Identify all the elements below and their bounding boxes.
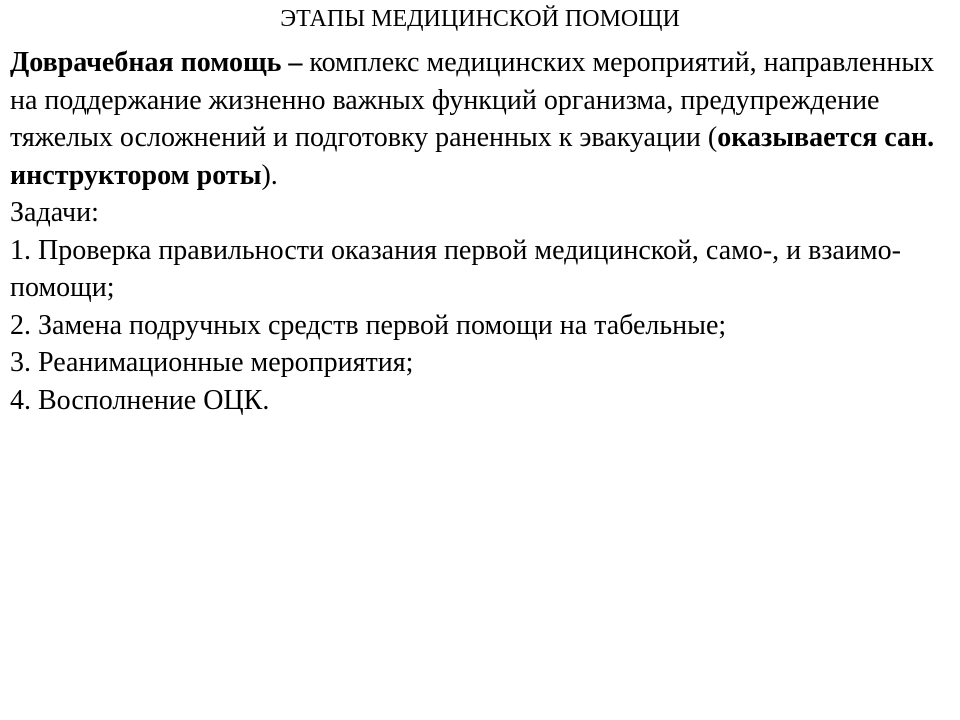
task-item-3: 3. Реанимационные мероприятия; <box>10 347 414 378</box>
definition-text: комплекс медицинских мероприятий, направленных на поддержание жизненно важных функций организма, предупреждение тяжелых осложнений и подготовку раненных к эвакуации ( <box>10 47 935 153</box>
task-item-4: 4. Восполнение ОЦК. <box>10 384 270 416</box>
tasks-heading: Задачи: <box>10 197 99 228</box>
task-item-2: 2. Замена подручных средств первой помощи на табельные; <box>10 309 727 341</box>
slide-body <box>10 44 950 419</box>
definition-term: Доврачебная помощь – <box>10 47 303 78</box>
task-item-1: 1. Проверка правильности оказания первой медицинской, само-, и взаимо- помощи; <box>10 234 901 303</box>
slide-title: ЭТАПЫ МЕДИЦИНСКОЙ ПОМОЩИ <box>280 6 680 32</box>
definition-emphasis: оказывается сан. инструктором роты <box>10 122 935 191</box>
definition-closing: ). <box>261 159 278 191</box>
definition-paragraph <box>10 44 950 194</box>
